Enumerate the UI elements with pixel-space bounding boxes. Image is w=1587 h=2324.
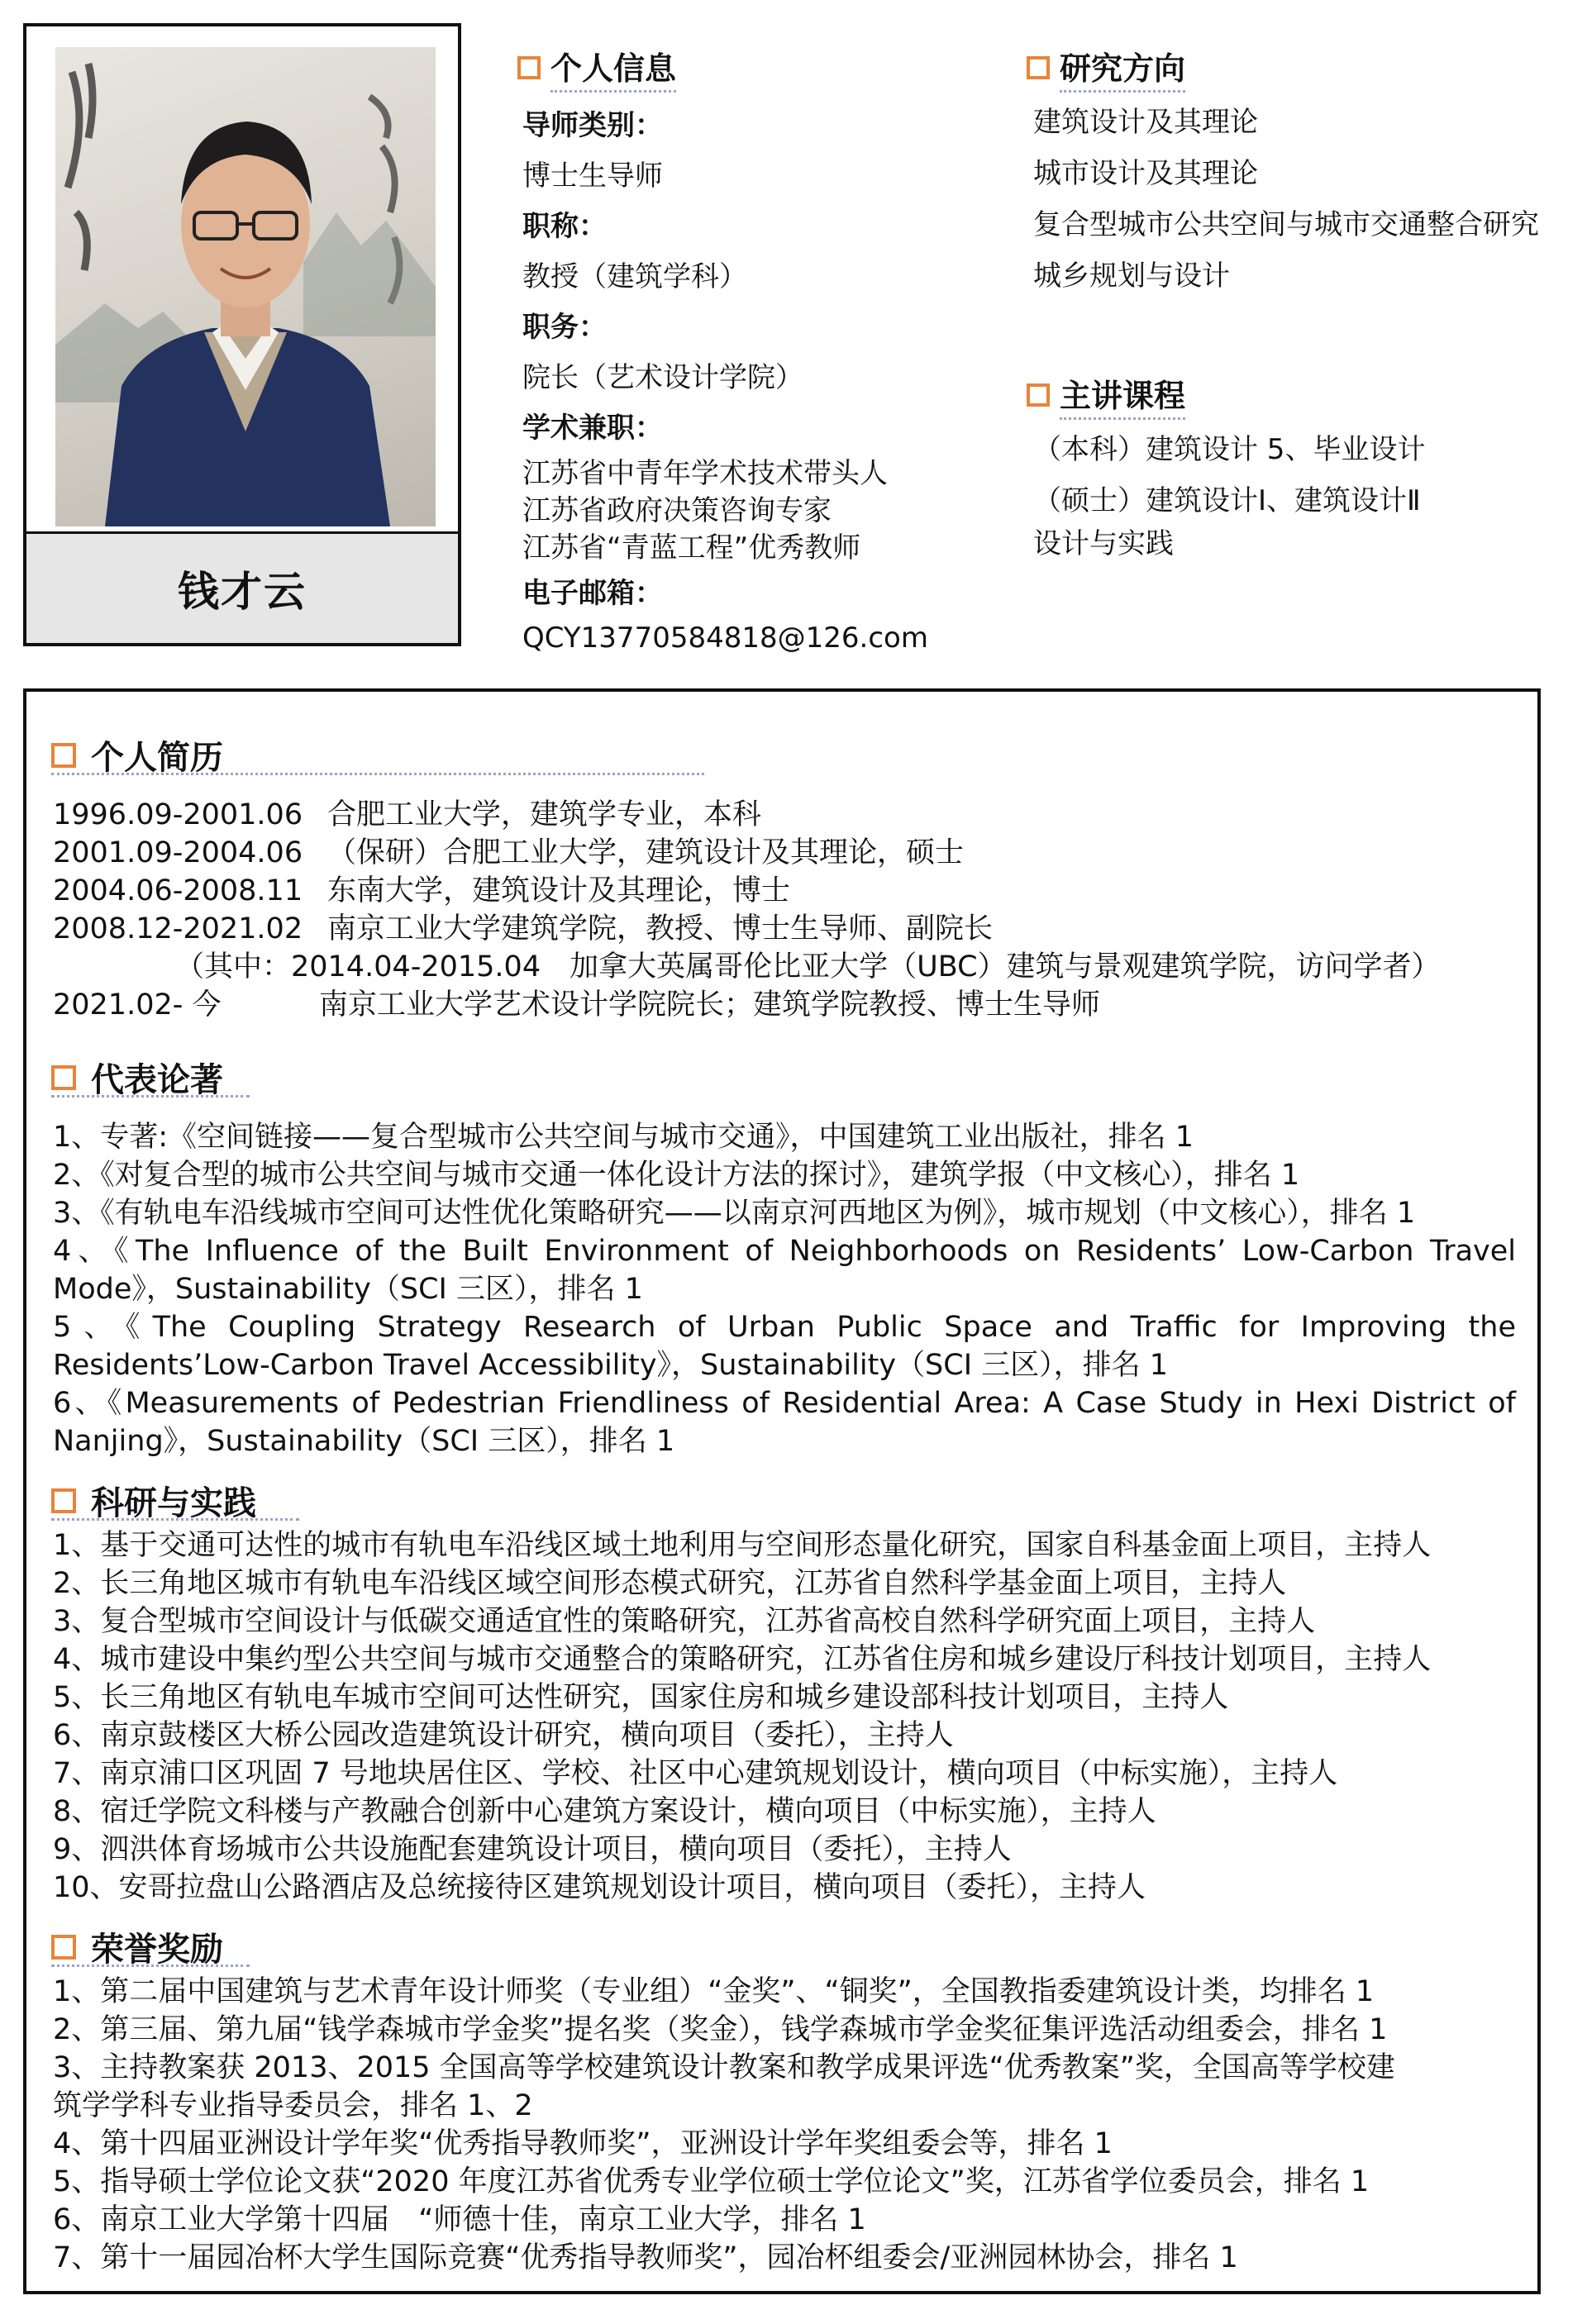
academic-label: 学术兼职：	[522, 412, 663, 445]
honor-line: 1、第二届中国建筑与艺术青年设计师奖（专业组）“金奖”、“铜奖”，全国教指委建筑设计类，均排名 1	[53, 1975, 1375, 2008]
project-line: 2、长三角地区城市有轨电车沿线区域空间形态模式研究，江苏省自然科学基金面上项目，主持人	[53, 1567, 1287, 1600]
square-bullet-icon	[1027, 383, 1050, 407]
research-item: 复合型城市公共空间与城市交通整合研究	[1033, 208, 1539, 241]
academic-item: 江苏省中青年学术技术带头人	[522, 457, 888, 490]
resume-desc: 合肥工业大学，建筑学专业，本科	[327, 798, 762, 831]
project-line: 3、复合型城市空间设计与低碳交通适宜性的策略研究，江苏省高校自然科学研究面上项目，主持人	[53, 1605, 1316, 1638]
resume-period: 2001.09-2004.06	[53, 836, 303, 869]
resume-desc: 南京工业大学建筑学院，教授、博士生导师、副院长	[327, 912, 994, 945]
resume-row	[53, 798, 762, 831]
academic-item: 江苏省政府决策咨询专家	[522, 494, 832, 527]
profile-name: 钱才云	[26, 531, 458, 643]
tutor-type-label: 导师类别：	[522, 109, 663, 142]
papers-heading: 代表论著	[51, 1054, 223, 1101]
paper-line: 1、专著:《空间链接——复合型城市公共空间与城市交通》，中国建筑工业出版社，排名 1	[53, 1121, 1194, 1154]
resume-row	[53, 912, 994, 945]
resume-period: 2004.06-2008.11	[53, 874, 303, 907]
course-item: （本科）建筑设计 5、毕业设计	[1033, 433, 1426, 466]
honor-line: 4、第十四届亚洲设计学年奖“优秀指导教师奖”，亚洲设计学年奖组委会等，排名 1	[53, 2127, 1113, 2160]
research-item: 城乡规划与设计	[1033, 260, 1230, 293]
profile-card	[23, 23, 461, 646]
honor-line: 筑学学科专业指导委员会，排名 1、2	[53, 2089, 533, 2122]
resume-row	[175, 950, 1441, 983]
project-line: 7、南京浦口区巩固 7 号地块居住区、学校、社区中心建筑规划设计，横向项目（中标实施），主持人	[53, 1757, 1338, 1790]
paper-line: 4、《The Influence of the Built Environment of Neighborhoods on Residents’ Low-Carbon Travel	[53, 1235, 1516, 1268]
resume-desc: （保研）合肥工业大学，建筑设计及其理论，硕士	[327, 836, 965, 869]
resume-desc: 东南大学，建筑设计及其理论，博士	[327, 874, 791, 907]
project-line: 1、基于交通可达性的城市有轨电车沿线区域土地利用与空间形态量化研究，国家自科基金面上项目，主持人	[53, 1529, 1432, 1562]
paper-line: 2、《对复合型的城市公共空间与城市交通一体化设计方法的探讨》，建筑学报（中文核心），排名 1	[53, 1159, 1300, 1192]
resume-desc: （其中：2014.04-2015.04 加拿大英属哥伦比亚大学（UBC）建筑与景观建筑学院，访问学者）	[175, 950, 1441, 983]
square-bullet-icon	[517, 56, 541, 79]
project-line: 5、长三角地区有轨电车城市空间可达性研究，国家住房和城乡建设部科技计划项目，主持人	[53, 1681, 1229, 1714]
academic-item: 江苏省“青蓝工程”优秀教师	[522, 531, 861, 564]
paper-line: Residents’Low-Carbon Travel Accessibility》，Sustainability（SCI 三区），排名 1	[53, 1349, 1169, 1382]
position-label: 职务：	[522, 311, 607, 344]
honors-divider	[51, 1964, 250, 1967]
project-line: 9、泗洪体育场城市公共设施配套建筑设计项目，横向项目（委托），主持人	[53, 1833, 1012, 1866]
honor-line: 3、主持教案获 2013、2015 全国高等学校建筑设计教案和教学成果评选“优秀教案”奖，全国高等学校建	[53, 2051, 1395, 2084]
research-heading: 研究方向	[1027, 43, 1185, 93]
portrait-illustration	[55, 47, 436, 526]
honor-line: 6、南京工业大学第十四届 “师德十佳，南京工业大学，排名 1	[53, 2203, 866, 2236]
resume-heading: 个人简历	[51, 731, 223, 779]
honors-heading: 荣誉奖励	[51, 1923, 223, 1970]
honor-line: 2、第三届、第九届“钱学森城市学金奖”提名奖（奖金），钱学森城市学金奖征集评选活动组委会，排名 1	[53, 2013, 1388, 2046]
resume-desc: 南京工业大学艺术设计学院院长；建筑学院教授、博士生导师	[319, 988, 1101, 1022]
paper-line: Mode》，Sustainability（SCI 三区），排名 1	[53, 1273, 643, 1306]
resume-row	[53, 988, 1101, 1022]
square-bullet-icon	[51, 1935, 76, 1960]
resume-period: 1996.09-2001.06	[53, 798, 303, 831]
projects-divider	[51, 1518, 299, 1521]
paper-line: 3、《有轨电车沿线城市空间可达性优化策略研究——以南京河西地区为例》，城市规划（中文核心），排名 1	[53, 1197, 1416, 1230]
square-bullet-icon	[51, 1488, 76, 1513]
resume-divider	[51, 773, 704, 775]
courses-heading: 主讲课程	[1027, 370, 1185, 420]
research-item: 城市设计及其理论	[1033, 157, 1258, 190]
resume-row	[53, 874, 791, 907]
resume-period: 2008.12-2021.02	[53, 912, 303, 945]
position-value: 院长（艺术设计学院）	[522, 361, 803, 394]
resume-row	[53, 836, 965, 869]
title-label: 职称：	[522, 210, 607, 243]
email-label: 电子邮箱：	[522, 577, 663, 610]
research-item: 建筑设计及其理论	[1033, 106, 1258, 139]
square-bullet-icon	[1027, 56, 1050, 79]
title-value: 教授（建筑学科）	[522, 260, 747, 293]
paper-line: 5、《The Coupling Strategy Research of Urban Public Space and Traffic for Improving the	[53, 1311, 1516, 1344]
project-line: 10、安哥拉盘山公路酒店及总统接待区建筑规划设计项目，横向项目（委托），主持人	[53, 1871, 1146, 1904]
paper-line: Nanjing》，Sustainability（SCI 三区），排名 1	[53, 1425, 675, 1458]
project-line: 6、南京鼓楼区大桥公园改造建筑设计研究，横向项目（委托），主持人	[53, 1719, 954, 1752]
tutor-type-value: 博士生导师	[522, 160, 663, 193]
email-value[interactable]: QCY13770584818@126.com	[522, 621, 928, 655]
papers-divider	[51, 1095, 250, 1098]
resume-period: 2021.02- 今	[53, 988, 222, 1022]
square-bullet-icon	[51, 1065, 76, 1090]
square-bullet-icon	[51, 743, 76, 768]
main-content-box	[23, 688, 1541, 2294]
course-item: 设计与实践	[1033, 527, 1174, 560]
honor-line: 7、第十一届园冶杯大学生国际竞赛“优秀指导教师奖”，园冶杯组委会/亚洲园林协会，排名 1	[53, 2241, 1238, 2274]
honor-line: 5、指导硕士学位论文获“2020 年度江苏省优秀专业学位硕士学位论文”奖，江苏省学位委员会，排名 1	[53, 2165, 1370, 2198]
projects-heading: 科研与实践	[51, 1477, 256, 1524]
paper-line: 6、《Measurements of Pedestrian Friendliness of Residential Area: A Case Study in Hexi District of	[53, 1387, 1516, 1420]
personal-info-heading: 个人信息	[517, 43, 676, 93]
course-item: （硕士）建筑设计Ⅰ、建筑设计Ⅱ	[1033, 484, 1421, 517]
portrait-photo	[55, 47, 436, 526]
project-line: 4、城市建设中集约型公共空间与城市交通整合的策略研究，江苏省住房和城乡建设厅科技计划项目，主持人	[53, 1643, 1432, 1676]
project-line: 8、宿迁学院文科楼与产教融合创新中心建筑方案设计，横向项目（中标实施），主持人	[53, 1795, 1156, 1828]
